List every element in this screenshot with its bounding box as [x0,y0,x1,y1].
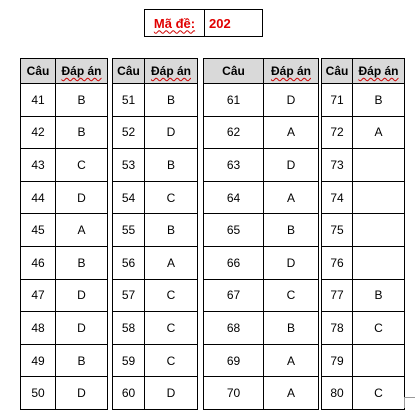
answer-cell: D [264,246,319,279]
question-number: 62 [204,116,264,149]
answer-cell: B [264,214,319,247]
answer-cell [353,149,405,182]
table-row [322,344,405,377]
table-row [322,377,405,410]
table-row [113,214,198,247]
question-number: 77 [322,279,353,312]
answer-cell [353,214,405,247]
question-number: 46 [21,246,56,279]
answer-cell: B [56,84,108,117]
table-row [21,214,108,247]
answer-cell: C [353,312,405,345]
table-row [204,214,319,247]
table-row [113,149,198,182]
question-number: 50 [21,377,56,410]
column-header-answer: Đáp án [353,59,405,84]
table-row [113,312,198,345]
question-number: 48 [21,312,56,345]
table-row [204,279,319,312]
question-number: 42 [21,116,56,149]
question-number: 51 [113,84,145,117]
question-number: 80 [322,377,353,410]
question-number: 58 [113,312,145,345]
answer-cell [353,246,405,279]
question-number: 59 [113,344,145,377]
answer-cell: C [145,181,198,214]
exam-code-label: Mã đề: [145,10,205,36]
question-number: 75 [322,214,353,247]
question-number: 71 [322,84,353,117]
table-row [113,84,198,117]
answer-cell: C [264,279,319,312]
answer-table-3 [203,58,319,410]
answer-cell: D [145,377,198,410]
table-row [21,279,108,312]
table-row [322,116,405,149]
question-number: 74 [322,181,353,214]
table-row [113,246,198,279]
table-row [322,246,405,279]
answer-cell: B [145,84,198,117]
table-row [21,246,108,279]
answer-cell: C [56,149,108,182]
question-number: 45 [21,214,56,247]
table-row [113,377,198,410]
answer-cell: D [264,84,319,117]
table-row [204,344,319,377]
question-number: 47 [21,279,56,312]
table-row [204,149,319,182]
question-number: 73 [322,149,353,182]
question-number: 68 [204,312,264,345]
column-header-question: Câu [204,59,264,84]
table-row [322,181,405,214]
question-number: 79 [322,344,353,377]
question-number: 54 [113,181,145,214]
answer-table-2 [112,58,198,410]
table-row [21,84,108,117]
answer-cell: D [264,149,319,182]
answer-cell [353,344,405,377]
answer-cell: C [145,344,198,377]
table-row [21,344,108,377]
answer-cell: A [56,214,108,247]
table-row [322,84,405,117]
question-number: 44 [21,181,56,214]
answer-cell: B [56,116,108,149]
answer-cell: B [353,84,405,117]
question-number: 70 [204,377,264,410]
answer-cell: D [56,279,108,312]
question-number: 55 [113,214,145,247]
column-header-question: Câu [322,59,353,84]
table-row [322,312,405,345]
answer-cell: A [264,344,319,377]
table-row [204,181,319,214]
table-row [204,312,319,345]
answer-cell: C [353,377,405,410]
question-number: 64 [204,181,264,214]
question-number: 63 [204,149,264,182]
question-number: 67 [204,279,264,312]
answer-cell [353,181,405,214]
answer-table-4 [321,58,405,410]
answer-cell: C [145,312,198,345]
page-corner-mark [404,397,415,408]
answer-cell: A [353,116,405,149]
table-row [204,246,319,279]
table-row [322,214,405,247]
question-number: 52 [113,116,145,149]
table-row [204,84,319,117]
question-number: 65 [204,214,264,247]
question-number: 41 [21,84,56,117]
answer-cell: B [145,149,198,182]
column-header-question: Câu [21,59,56,84]
table-row [322,279,405,312]
table-row [113,344,198,377]
question-number: 61 [204,84,264,117]
column-header-question: Câu [113,59,145,84]
question-number: 60 [113,377,145,410]
table-row [21,116,108,149]
table-row [113,181,198,214]
table-row [21,377,108,410]
question-number: 49 [21,344,56,377]
column-header-answer: Đáp án [264,59,319,84]
question-number: 57 [113,279,145,312]
question-number: 78 [322,312,353,345]
column-header-answer: Đáp án [56,59,108,84]
exam-code-value: 202 [209,15,231,31]
exam-code-box [144,9,263,37]
question-number: 76 [322,246,353,279]
table-row [21,149,108,182]
answer-cell: B [145,214,198,247]
table-row [204,377,319,410]
question-number: 69 [204,344,264,377]
question-number: 72 [322,116,353,149]
answer-cell: B [353,279,405,312]
answer-cell: A [264,377,319,410]
table-row [21,181,108,214]
question-number: 43 [21,149,56,182]
table-row [322,149,405,182]
answer-cell: A [264,116,319,149]
table-row [113,116,198,149]
column-header-answer: Đáp án [145,59,198,84]
table-row [21,312,108,345]
answer-cell: B [56,246,108,279]
answer-cell: D [56,312,108,345]
answer-cell: A [145,246,198,279]
question-number: 66 [204,246,264,279]
answer-cell: D [56,377,108,410]
answer-cell: A [264,181,319,214]
answer-table-1 [20,58,108,410]
question-number: 53 [113,149,145,182]
answer-cell: B [56,344,108,377]
answer-cell: D [145,116,198,149]
answer-cell: D [56,181,108,214]
answer-cell: C [145,279,198,312]
answer-cell: B [264,312,319,345]
question-number: 56 [113,246,145,279]
table-row [204,116,319,149]
table-row [113,279,198,312]
